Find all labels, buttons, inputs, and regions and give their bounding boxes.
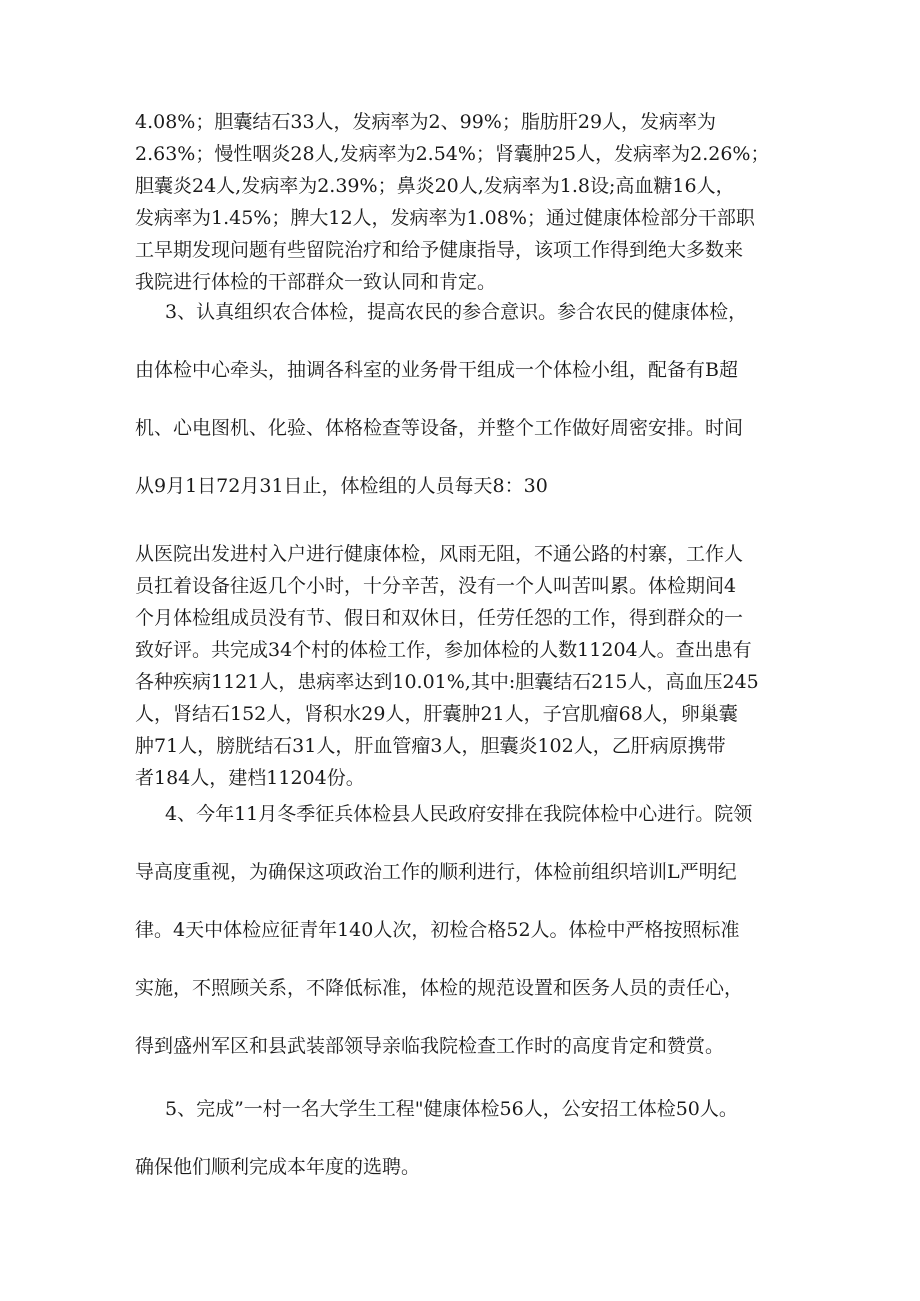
- paragraph-item-4: [135, 798, 805, 1062]
- paragraph-rural-checkup: [135, 538, 805, 794]
- text-line: 肿71人，膀胱结石31人，肝血管瘤3人，胆囊炎102人，乙肝病原携带: [135, 735, 726, 757]
- text-line: 得到盛州军区和县武装部领导亲临我院检查工作时的高度肯定和赞赏。: [135, 1035, 725, 1057]
- text-line: 确保他们顺利完成本年度的选聘。: [135, 1156, 421, 1178]
- text-line: 胆囊炎24人,发病率为2.39%；鼻炎20人,发病率为1.8设;高血糖16人，: [135, 175, 735, 197]
- text-line: 5、完成”一村一名大学生工程"健康体检56人，公安招工体检50人。: [165, 1098, 738, 1120]
- text-line: 4、今年11月冬季征兵体检县人民政府安排在我院体检中心进行。院领: [165, 803, 753, 825]
- text-line: 从9月1日72月31日止，体检组的人员每天8：30: [135, 475, 548, 497]
- text-line: 律。4天中体检应征青年140人次，初检合格52人。体检中严格按照标准: [135, 919, 740, 941]
- text-line: 2.63%；慢性咽炎28人,发病率为2.54%；肾囊肿25人，发病率为2.26%；: [135, 143, 770, 165]
- text-line: 者184人，建档11204份。: [135, 767, 365, 789]
- text-line: 4.08%；胆囊结石33人，发病率为2、99%；脂肪肝29人，发病率为: [135, 111, 717, 133]
- text-line: 导高度重视，为确保这项政治工作的顺利进行，体检前组织培训L严明纪: [135, 861, 737, 883]
- text-line: 由体检中心牵头，抽调各科室的业务骨干组成一个体检小组，配备有B超: [135, 359, 738, 381]
- text-line: 实施，不照顾关系，不降低标准，体检的规范设置和医务人员的责任心，: [135, 977, 744, 999]
- paragraph-item-5: [135, 1093, 805, 1183]
- text-line: 人，肾结石152人，肾积水29人，肝囊肿21人，子宫肌瘤68人，卵巢囊: [135, 703, 738, 725]
- text-line: 我院进行体检的干部群众一致认同和肯定。: [135, 271, 497, 293]
- text-line: 个月体检组成员没有节、假日和双休日，任劳任怨的工作，得到群众的一: [135, 607, 744, 629]
- text-line: 发病率为1.45%；脾大12人，发病率为1.08%；通过健康体检部分干部职: [135, 207, 755, 229]
- text-line: 工早期发现问题有些留院治疗和给予健康指导，该项工作得到绝大多数来: [135, 239, 744, 261]
- text-line: 机、心电图机、化验、体格检查等设备，并整个工作做好周密安排。时间: [135, 417, 744, 439]
- text-line: 3、认真组织农合体检，提高农民的参合意识。参合农民的健康体检，: [165, 301, 748, 323]
- text-line: 各种疾病1121人，患病率达到10.01%,其中:胆囊结石215人，高血压245: [135, 671, 759, 693]
- paragraph-item-3: [135, 296, 805, 502]
- text-line: 致好评。共完成34个村的体检工作，参加体检的人数11204人。查出患有: [135, 639, 752, 661]
- paragraph-disease-statistics: [135, 106, 805, 298]
- text-line: 从医院出发进村入户进行健康体检，风雨无阻，不通公路的村寨，工作人: [135, 543, 744, 565]
- text-line: 员扛着设备往返几个小时，十分辛苦，没有一个人叫苦叫累。体检期间4: [135, 575, 737, 597]
